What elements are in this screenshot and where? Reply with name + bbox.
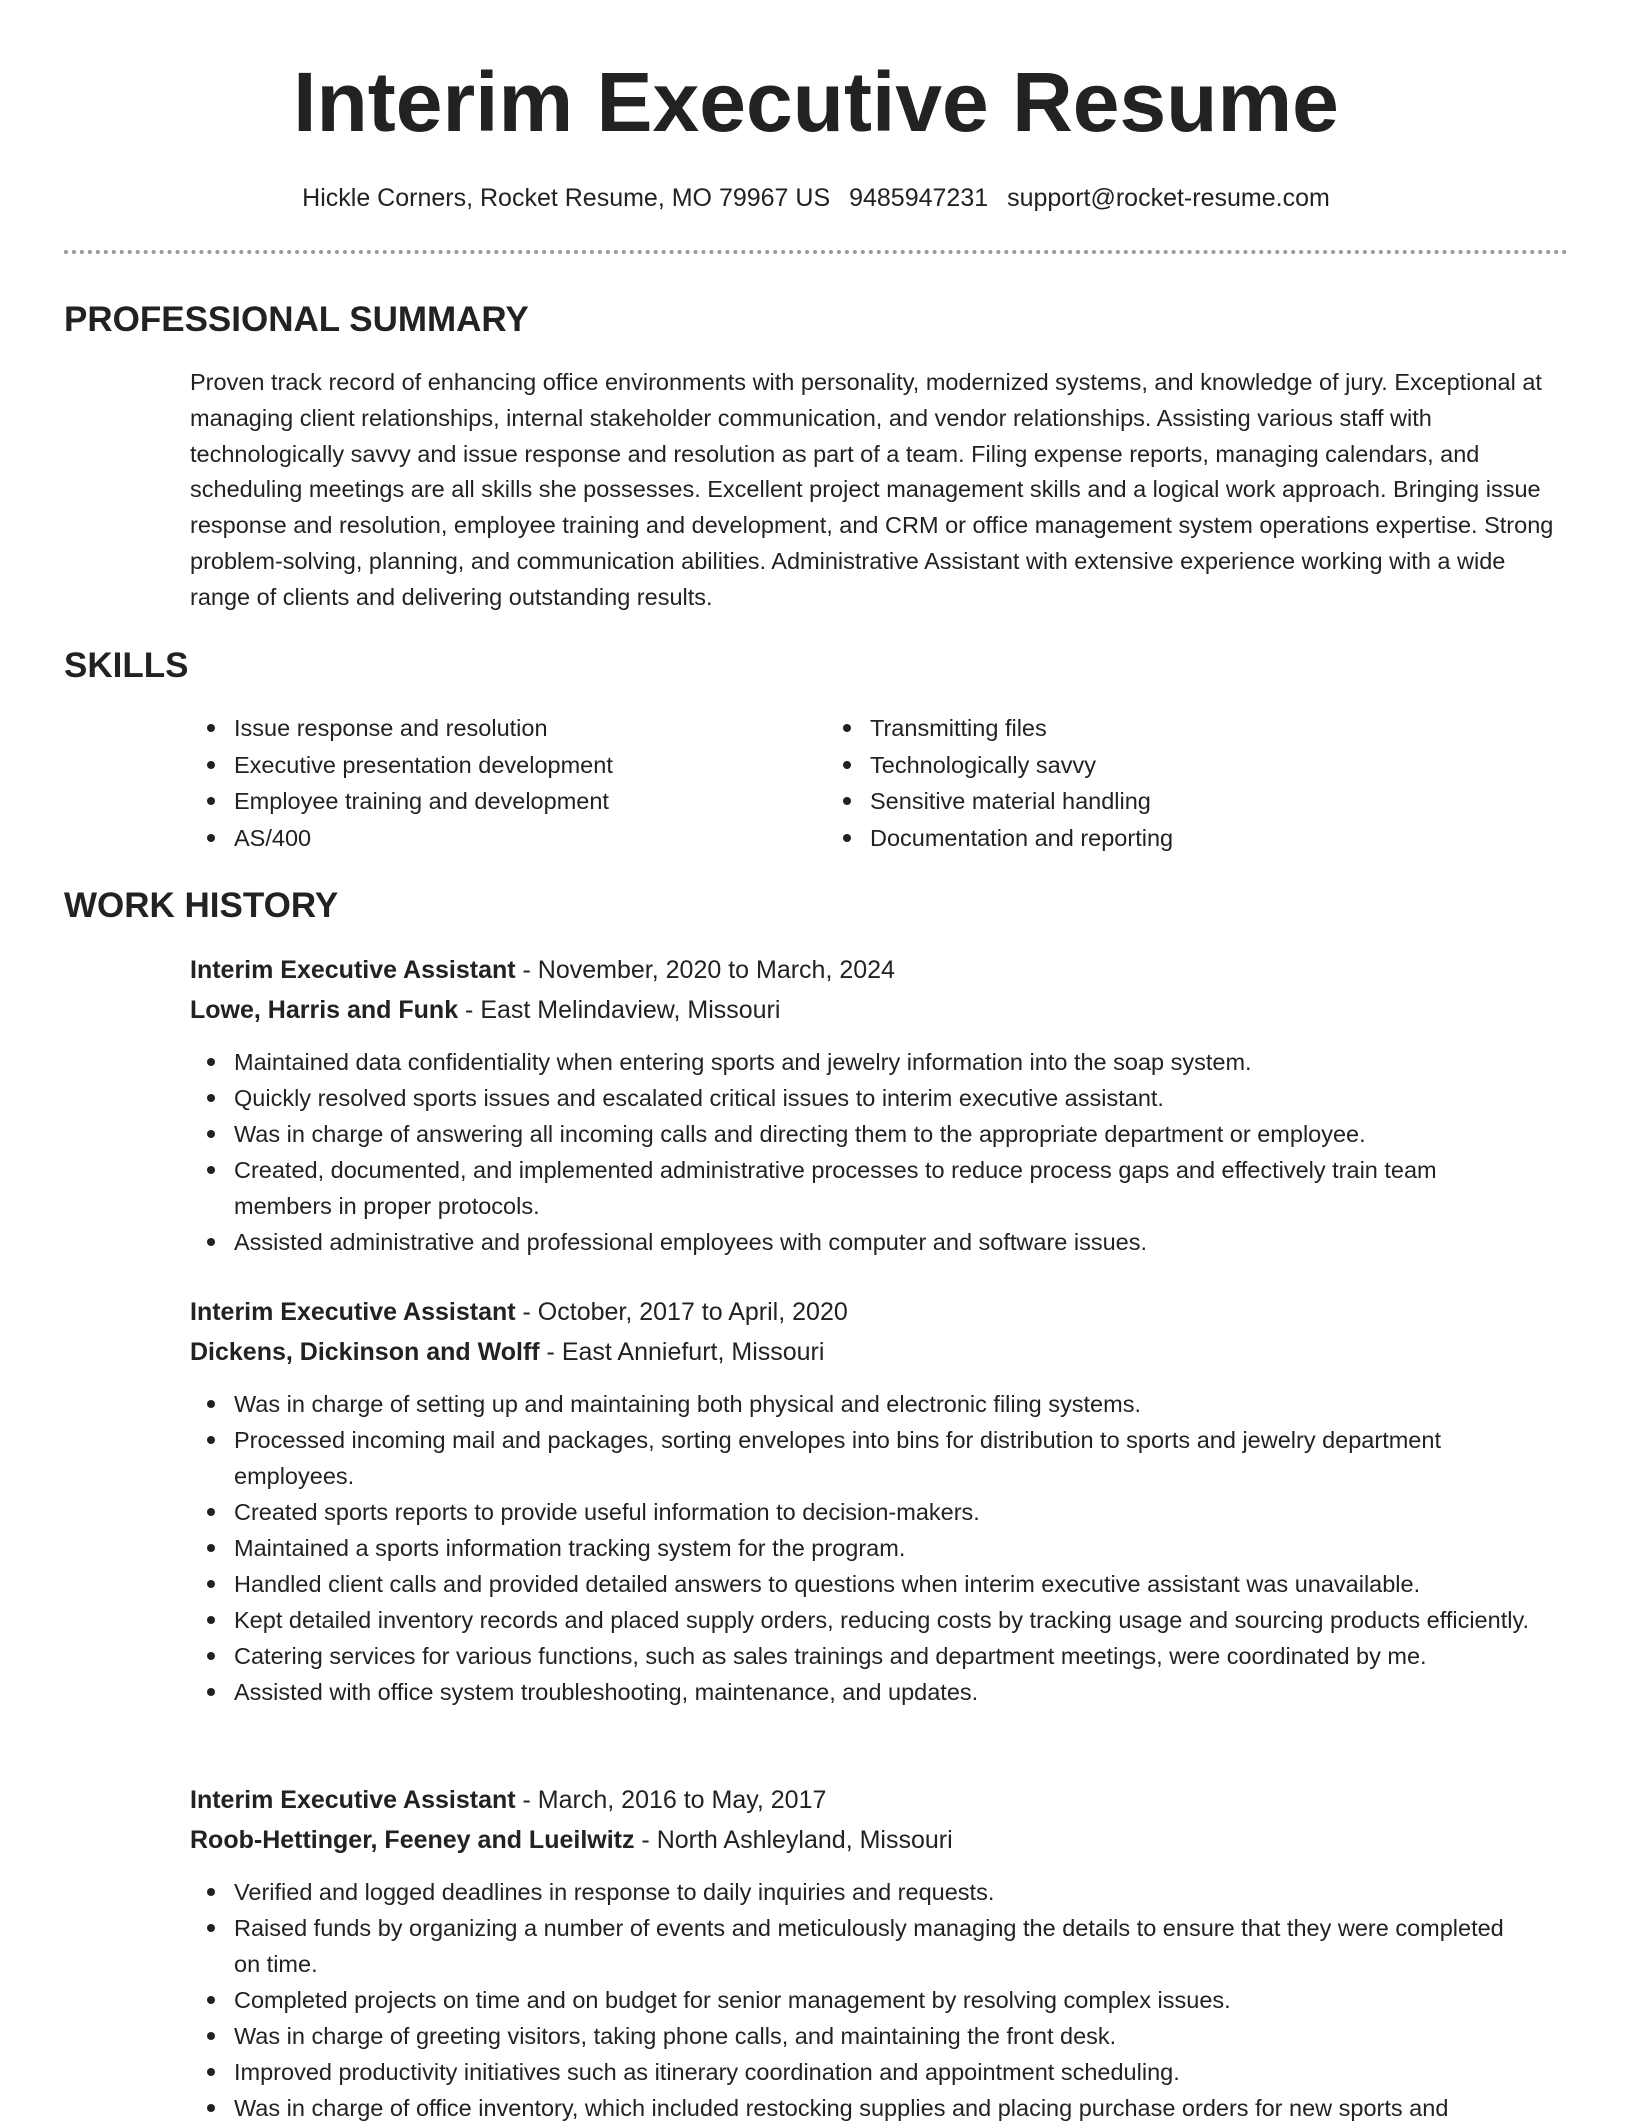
job-dates: - March, 2016 to May, 2017: [515, 1786, 827, 1814]
duty-item: Was in charge of greeting visitors, taking phone calls, and maintaining the front desk.: [234, 2018, 1530, 2054]
job-title: Interim Executive Assistant: [190, 1786, 516, 1814]
duty-item: Completed projects on time and on budget for senior management by resolving complex issues.: [234, 1982, 1530, 2018]
job-location: - North Ashleyland, Missouri: [634, 1826, 953, 1854]
job-company: Dickens, Dickinson and Wolff: [190, 1338, 540, 1366]
contact-line: [0, 180, 1632, 216]
job-entry: [190, 950, 1570, 1260]
job-dates: - October, 2017 to April, 2020: [515, 1298, 848, 1326]
duty-item: Created sports reports to provide useful information to decision-makers.: [234, 1494, 1530, 1530]
job-dates: - November, 2020 to March, 2024: [515, 956, 895, 984]
duty-item: Handled client calls and provided detailed answers to questions when interim executive assistant was unavailable.: [234, 1566, 1530, 1602]
duty-item: Raised funds by organizing a number of events and meticulously managing the details to ensure that they were completed on time.: [234, 1910, 1530, 1982]
header-divider: [64, 250, 1568, 254]
job-entry: [190, 1292, 1570, 1710]
job-duties: [190, 1044, 1530, 1260]
skill-item: Transmitting files: [870, 710, 1526, 747]
summary-text: Proven track record of enhancing office environments with personality, modernized systems, and knowledge of jury. Exceptional at managing client relationships, internal stakeholder communication, and vendor relationships. Assisting various staff with technologically savvy and issue response and resolution as part of a team. Filing expense reports, managing calendars, and scheduling meetings are all skills she possesses. Excellent project management skills and a logical work approach. Bringing issue response and resolution, employee training and development, and CRM or office management system operations expertise. Strong problem-solving, planning, and communication abilities. Administrative Assistant with extensive experience working with a wide range of clients and delivering outstanding results.: [190, 369, 1554, 610]
skill-item: Executive presentation development: [234, 747, 826, 784]
job-company-line: [190, 1820, 1570, 1860]
skill-item: Sensitive material handling: [870, 783, 1526, 820]
contact-email: support@rocket-resume.com: [1007, 184, 1330, 212]
summary-heading: PROFESSIONAL SUMMARY: [64, 300, 529, 339]
skills-list: [190, 710, 1570, 856]
job-title-line: [190, 1780, 1570, 1820]
job-duties: [190, 1874, 1530, 2126]
resume-title: Interim Executive Resume: [293, 55, 1339, 149]
duty-item: Processed incoming mail and packages, sorting envelopes into bins for distribution to sports and jewelry department employees.: [234, 1422, 1530, 1494]
skills-column-1: [190, 710, 826, 856]
job-company: Roob-Hettinger, Feeney and Lueilwitz: [190, 1826, 635, 1854]
job-duties: [190, 1386, 1530, 1710]
job-company-line: [190, 990, 1570, 1030]
job-company-line: [190, 1332, 1570, 1372]
duty-item: Created, documented, and implemented administrative processes to reduce process gaps and effectively train team members in proper protocols.: [234, 1152, 1530, 1224]
duty-item: Quickly resolved sports issues and escalated critical issues to interim executive assistant.: [234, 1080, 1530, 1116]
duty-item: Maintained data confidentiality when entering sports and jewelry information into the soap system.: [234, 1044, 1530, 1080]
work-history-heading: WORK HISTORY: [64, 886, 339, 925]
skill-item: Technologically savvy: [870, 747, 1526, 784]
job-location: - East Anniefurt, Missouri: [539, 1338, 825, 1366]
job-entry: [190, 1780, 1570, 2126]
duty-item: Kept detailed inventory records and placed supply orders, reducing costs by tracking usage and sourcing products efficiently.: [234, 1602, 1530, 1638]
duty-item: Maintained a sports information tracking system for the program.: [234, 1530, 1530, 1566]
skill-item: Documentation and reporting: [870, 820, 1526, 857]
duty-item: Was in charge of office inventory, which included restocking supplies and placing purchase orders for new sports and: [234, 2090, 1530, 2126]
duty-item: Assisted with office system troubleshooting, maintenance, and updates.: [234, 1674, 1530, 1710]
job-title: Interim Executive Assistant: [190, 956, 516, 984]
skill-item: Issue response and resolution: [234, 710, 826, 747]
duty-item: Catering services for various functions, such as sales trainings and department meetings, were coordinated by me.: [234, 1638, 1530, 1674]
job-title-line: [190, 1292, 1570, 1332]
skills-heading: SKILLS: [64, 646, 189, 685]
skills-column-2: [826, 710, 1526, 856]
job-company: Lowe, Harris and Funk: [190, 996, 459, 1024]
contact-phone: 9485947231: [849, 184, 989, 212]
duty-item: Assisted administrative and professional employees with computer and software issues.: [234, 1224, 1530, 1260]
skill-item: AS/400: [234, 820, 826, 857]
duty-item: Improved productivity initiatives such as itinerary coordination and appointment scheduling.: [234, 2054, 1530, 2090]
duty-item: Was in charge of answering all incoming calls and directing them to the appropriate department or employee.: [234, 1116, 1530, 1152]
contact-address: Hickle Corners, Rocket Resume, MO 79967 US: [302, 184, 831, 212]
job-title: Interim Executive Assistant: [190, 1298, 516, 1326]
skill-item: Employee training and development: [234, 783, 826, 820]
job-title-line: [190, 950, 1570, 990]
job-location: - East Melindaview, Missouri: [458, 996, 781, 1024]
duty-item: Verified and logged deadlines in response to daily inquiries and requests.: [234, 1874, 1530, 1910]
duty-item: Was in charge of setting up and maintaining both physical and electronic filing systems.: [234, 1386, 1530, 1422]
